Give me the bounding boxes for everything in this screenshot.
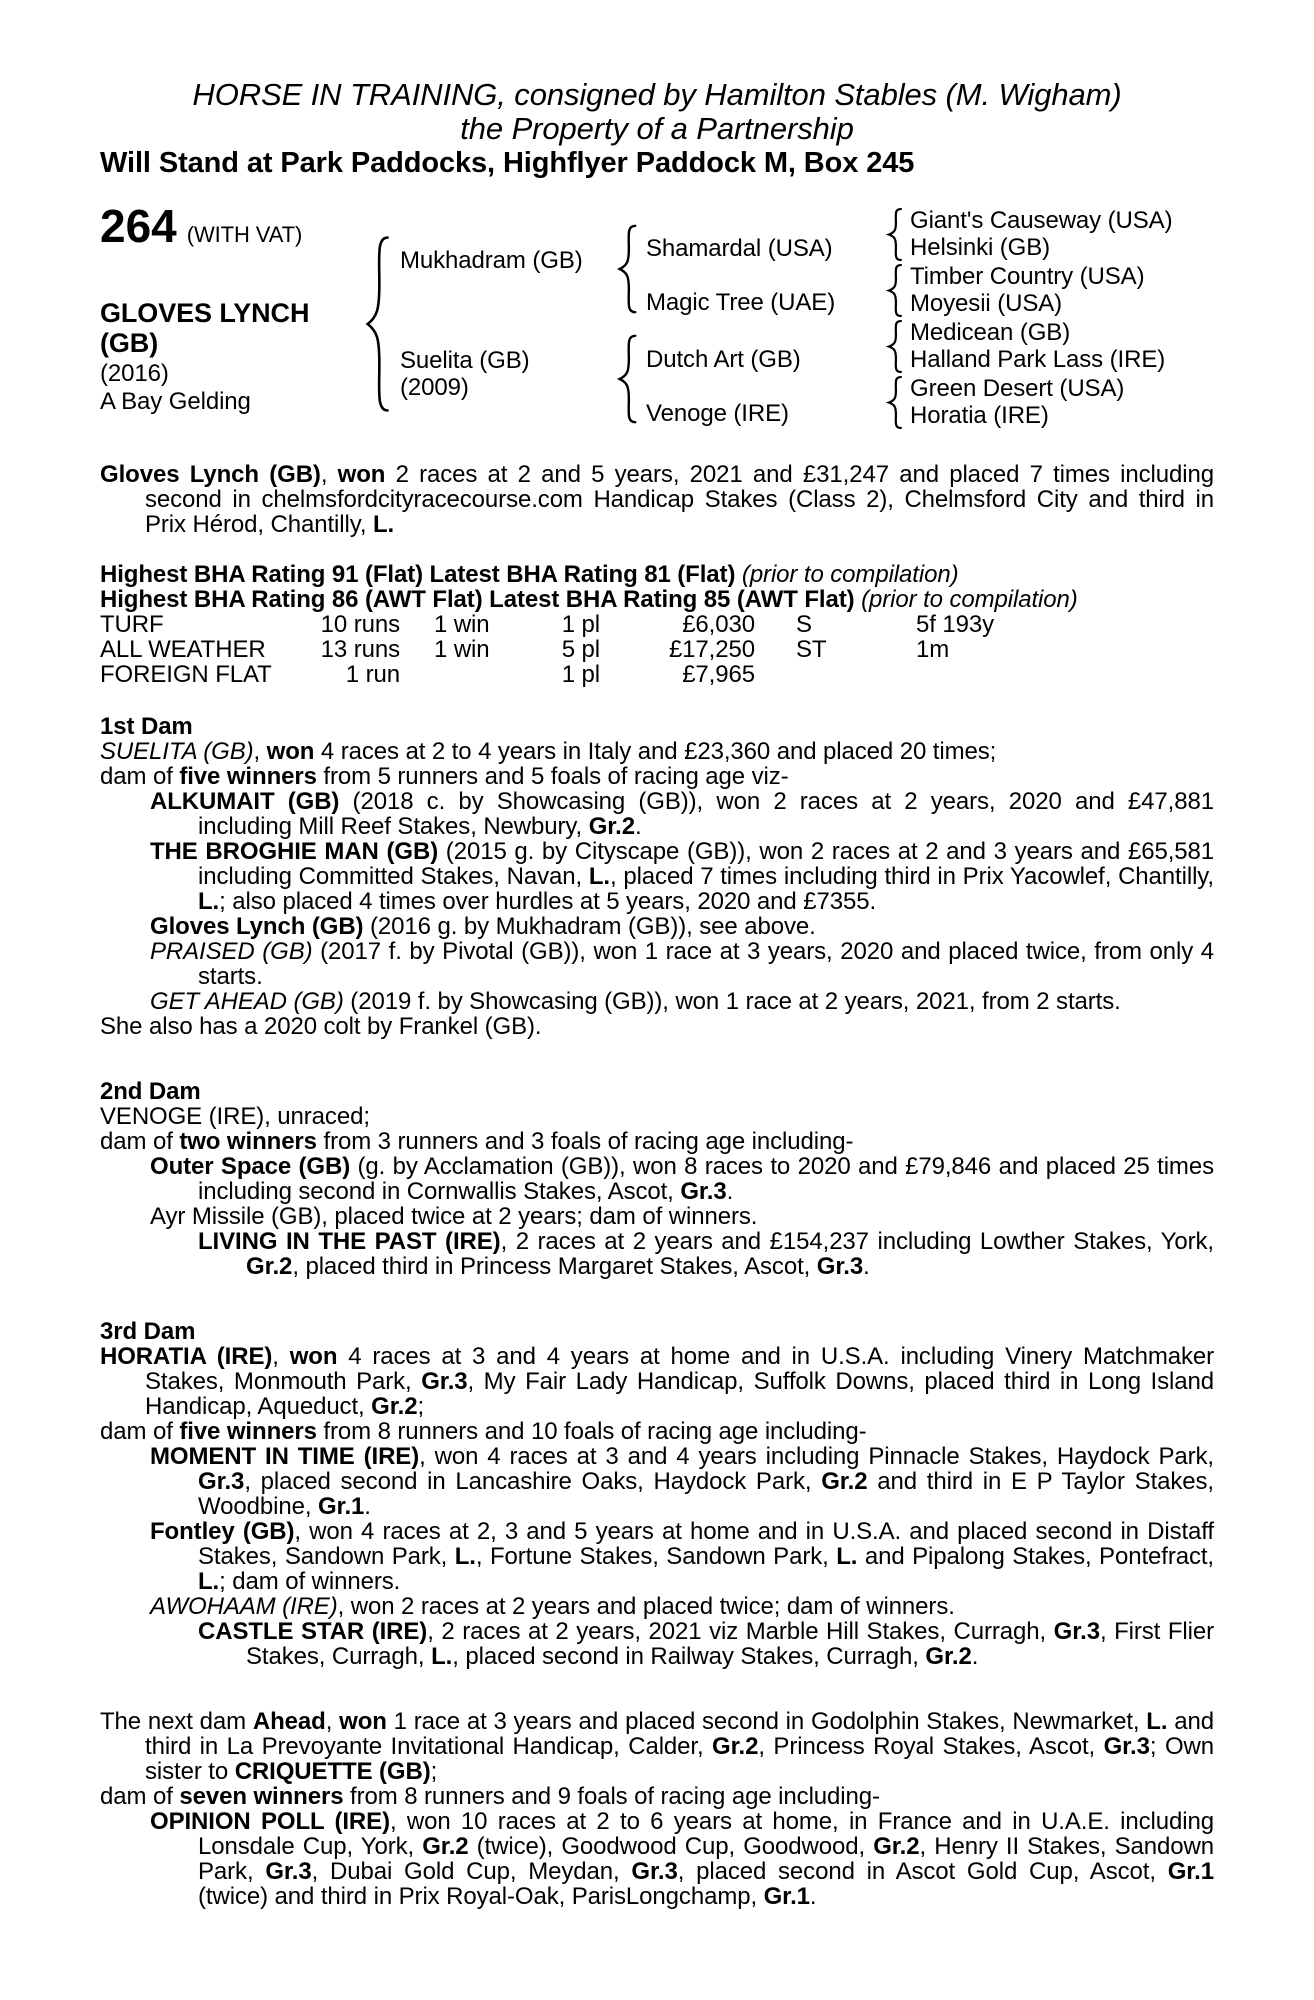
pedigree-paragraph: dam of five winners from 5 runners and 5 foals of racing age viz-	[100, 763, 789, 790]
pedigree-tree	[100, 200, 1214, 438]
dam-section	[100, 714, 1214, 1039]
pedigree-paragraph: dam of seven winners from 8 runners and 9 foals of racing age including-	[100, 1783, 880, 1810]
stats-cell-earnings: £6,030	[682, 611, 755, 638]
stats-cell-going: ST	[796, 636, 827, 663]
dam-year: (2009)	[400, 374, 469, 401]
great-grandparent-name: Horatia (IRE)	[910, 402, 1049, 429]
stats-cell-wins: 1 win	[434, 636, 490, 663]
great-grandparent-name: Timber Country (USA)	[910, 263, 1145, 290]
stats-cell-distance: 1m	[916, 636, 950, 663]
great-grandparent-name: Moyesii (USA)	[910, 290, 1063, 317]
section-heading: 1st Dam	[100, 713, 193, 740]
header-property-line: the Property of a Partnership	[460, 111, 854, 146]
granddam-name: Magic Tree (UAE)	[646, 289, 836, 316]
pedigree-paragraph: GET AHEAD (GB) (2019 f. by Showcasing (GB)), won 1 race at 2 years, 2021, from 2 starts.	[150, 988, 1121, 1015]
stats-cell-earnings: £17,250	[668, 636, 755, 663]
stats-cell-earnings: £7,965	[682, 661, 755, 688]
dam-section	[100, 1079, 1214, 1279]
race-stats-table	[100, 612, 1214, 687]
sire-name: Mukhadram (GB)	[400, 247, 583, 274]
stats-cell-places: 1 pl	[561, 611, 600, 638]
pedigree-brace-icon	[886, 264, 903, 317]
great-grandparent-name: Halland Park Lass (IRE)	[910, 346, 1166, 373]
great-grandparent-name: Giant's Causeway (USA)	[910, 207, 1173, 234]
section-heading: 3rd Dam	[100, 1318, 196, 1345]
vat-label: (WITH VAT)	[186, 222, 303, 247]
bha-rating-line: Highest BHA Rating 86 (AWT Flat) Latest BHA Rating 85 (AWT Flat) (prior to compilation)	[100, 586, 1078, 613]
stats-cell-distance: 5f 193y	[916, 611, 995, 638]
pedigree-paragraph: VENOGE (IRE), unraced;	[100, 1103, 370, 1130]
great-grandparent-pair	[886, 208, 1226, 264]
stats-cell-wins: 1 win	[434, 611, 490, 638]
stats-cell-surface: ALL WEATHER	[100, 636, 266, 663]
stats-row	[100, 662, 1214, 687]
pedigree-paragraph: She also has a 2020 colt by Frankel (GB).	[100, 1013, 542, 1040]
lot-number: 264	[100, 200, 177, 252]
horse-name: GLOVES LYNCH	[100, 298, 310, 328]
dam-section	[100, 1709, 1214, 1909]
header-consignor-line: HORSE IN TRAINING, consigned by Hamilton Stables (M. Wigham)	[192, 77, 1122, 112]
grandsire-name: Shamardal (USA)	[646, 235, 833, 262]
dam-name: Suelita (GB)	[400, 347, 530, 374]
stats-cell-places: 1 pl	[561, 661, 600, 688]
pedigree-paragraph: dam of two winners from 3 runners and 3 foals of racing age including-	[100, 1128, 854, 1155]
pedigree-paragraph: PRAISED (GB) (2017 f. by Pivotal (GB)), won 1 race at 3 years, 2020 and placed twice, from only 4 starts.	[150, 938, 1214, 990]
pedigree-paragraph: Fontley (GB), won 4 races at 2, 3 and 5 years at home and in U.S.A. and placed second in Distaff Stakes, Sandown Park, L., Fortune Stakes, Sandown Park, L. and Pipalong Stakes, Pontefract, L.; dam of winners.	[150, 1518, 1214, 1595]
pedigree-brace-icon	[616, 224, 638, 314]
pedigree-paragraph: Ayr Missile (GB), placed twice at 2 years; dam of winners.	[150, 1203, 758, 1230]
great-grandparent-name: Helsinki (GB)	[910, 234, 1051, 261]
dam-section	[100, 1319, 1214, 1669]
pedigree-paragraph: Outer Space (GB) (g. by Acclamation (GB)), won 8 races to 2020 and £79,846 and placed 25 times including second in Cornwallis Stakes, Ascot, Gr.3.	[150, 1153, 1214, 1205]
pedigree-brace-icon	[886, 208, 903, 261]
pedigree-paragraph: HORATIA (IRE), won 4 races at 3 and 4 years at home and in U.S.A. including Vinery Matchmaker Stakes, Monmouth Park, Gr.3, My Fair Lady Handicap, Suffolk Downs, placed third in Long Island Handicap, Aqueduct, Gr.2;	[100, 1343, 1215, 1420]
great-grandparent-pair	[886, 264, 1226, 320]
pedigree-brace-icon	[886, 376, 903, 429]
horse-description: A Bay Gelding	[100, 388, 251, 415]
granddam-name: Venoge (IRE)	[646, 400, 789, 427]
pedigree-paragraph: ALKUMAIT (GB) (2018 c. by Showcasing (GB)), won 2 races at 2 years, 2020 and £47,881 including Mill Reef Stakes, Newbury, Gr.2.	[150, 788, 1214, 840]
stats-cell-runs: 13 runs	[320, 636, 400, 663]
pedigree-paragraph: dam of five winners from 8 runners and 10 foals of racing age including-	[100, 1418, 867, 1445]
great-grandparent-pair	[886, 320, 1226, 376]
pedigree-paragraph: CASTLE STAR (IRE), 2 races at 2 years, 2021 viz Marble Hill Stakes, Curragh, Gr.3, First Flier Stakes, Curragh, L., placed second in Railway Stakes, Curragh, Gr.2.	[198, 1618, 1214, 1670]
section-heading: 2nd Dam	[100, 1078, 201, 1105]
grandsire-name: Dutch Art (GB)	[646, 346, 801, 373]
pedigree-brace-icon	[363, 234, 391, 414]
horse-foaling-year: (2016)	[100, 360, 169, 387]
stats-row	[100, 637, 1214, 662]
pedigree-paragraph: Gloves Lynch (GB) (2016 g. by Mukhadram (GB)), see above.	[150, 913, 816, 940]
dam-sections	[100, 714, 1214, 1909]
pedigree-paragraph: The next dam Ahead, won 1 race at 3 years and placed second in Godolphin Stakes, Newmarket, L. and third in La Prevoyante Invitational Handicap, Calder, Gr.2, Princess Royal Stakes, Ascot, Gr.3; Own sister to CRIQUETTE (GB);	[100, 1708, 1214, 1785]
stats-cell-places: 5 pl	[561, 636, 600, 663]
bha-rating-line: Highest BHA Rating 91 (Flat) Latest BHA Rating 81 (Flat) (prior to compilation)	[100, 561, 959, 588]
stats-cell-going: S	[796, 611, 812, 638]
pedigree-paragraph: AWOHAAM (IRE), won 2 races at 2 years and placed twice; dam of winners.	[150, 1593, 955, 1620]
pedigree-brace-icon	[886, 320, 903, 373]
great-grandparent-name: Medicean (GB)	[910, 319, 1071, 346]
great-grandparent-name: Green Desert (USA)	[910, 375, 1125, 402]
stats-cell-surface: TURF	[100, 611, 164, 638]
stats-cell-runs: 1 run	[345, 661, 400, 688]
lot-line	[100, 200, 303, 252]
great-grandparent-pair	[886, 376, 1226, 432]
pedigree-paragraph: OPINION POLL (IRE), won 10 races at 2 to 6 years at home, in France and in U.A.E. including Lonsdale Cup, York, Gr.2 (twice), Goodwood Cup, Goodwood, Gr.2, Henry II Stakes, Sandown Park, Gr.3, Dubai Gold Cup, Meydan, Gr.3, placed second in Ascot Gold Cup, Ascot, Gr.1 (twice) and third in Prix Royal-Oak, ParisLongchamp, Gr.1.	[150, 1808, 1215, 1910]
pedigree-paragraph: LIVING IN THE PAST (IRE), 2 races at 2 years and £154,237 including Lowther Stakes, York, Gr.2, placed third in Princess Margaret Stakes, Ascot, Gr.3.	[198, 1228, 1214, 1280]
pedigree-paragraph: THE BROGHIE MAN (GB) (2015 g. by Cityscape (GB)), won 2 races at 2 and 3 years and £65,581 including Committed Stakes, Navan, L., placed 7 times including third in Prix Yacowlef, Chantilly, L.; also placed 4 times over hurdles at 5 years, 2020 and £7355.	[150, 838, 1215, 915]
horse-name-suffix: (GB)	[100, 328, 159, 358]
pedigree-brace-icon	[616, 334, 638, 424]
pedigree-paragraph: SUELITA (GB), won 4 races at 2 to 4 years in Italy and £23,360 and placed 20 times;	[100, 738, 997, 765]
stats-row	[100, 612, 1214, 637]
stats-cell-surface: FOREIGN FLAT	[100, 661, 272, 688]
pedigree-paragraph: MOMENT IN TIME (IRE), won 4 races at 3 and 4 years including Pinnacle Stakes, Haydock Park, Gr.3, placed second in Lancashire Oaks, Haydock Park, Gr.2 and third in E P Taylor Stakes, Woodbine, Gr.1.	[150, 1443, 1215, 1520]
bha-ratings	[100, 562, 1214, 612]
header-location-line: Will Stand at Park Paddocks, Highflyer Paddock M, Box 245	[100, 147, 915, 179]
stats-cell-runs: 10 runs	[320, 611, 400, 638]
race-record-paragraph: Gloves Lynch (GB), won 2 races at 2 and 5 years, 2021 and £31,247 and placed 7 times including second in chelmsfordcityracecourse.com Handicap Stakes (Class 2), Chelmsford City and third in Prix Hérod, Chantilly, L.	[100, 461, 1214, 538]
